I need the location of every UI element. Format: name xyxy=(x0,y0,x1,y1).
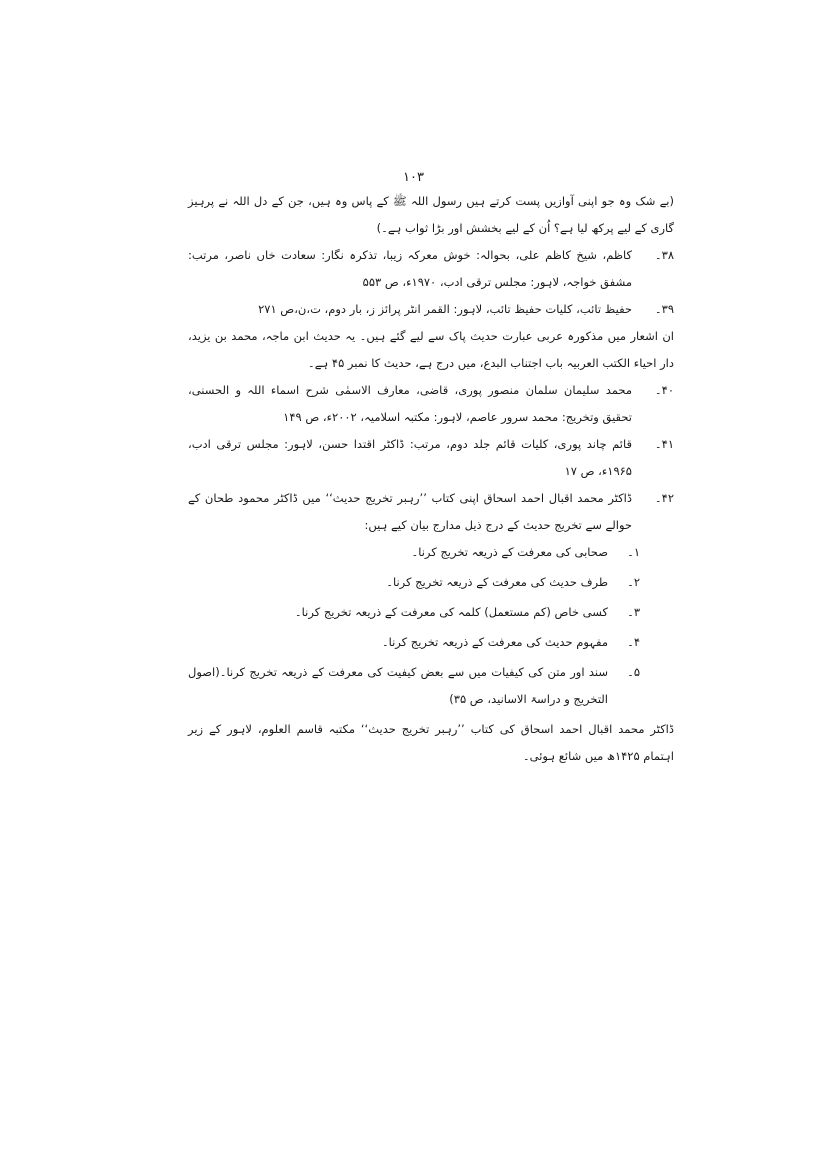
list-item xyxy=(188,569,674,596)
hadith-source-note: ان اشعار میں مذکورہ عربی عبارت حدیث پاک سے لیے گئے ہیں۔ یہ حدیث ابن ماجہ، محمد بن یزید، دار احیاء الکتب العربیہ باب اجتناب البدع، میں درج ہے، حدیث کا نمبر ۴۵ ہے۔ xyxy=(188,329,674,370)
footnote-number: ۳۸۔ xyxy=(654,248,674,262)
list-item-text: طرف حدیث کی معرفت کے ذریعہ تخریج کرنا۔ xyxy=(386,575,608,589)
list-item-number: ۴۔ xyxy=(627,635,640,649)
list-item xyxy=(188,629,674,656)
takhrij-methods-list xyxy=(188,539,674,713)
list-item xyxy=(188,659,674,713)
list-item-number: ۳۔ xyxy=(627,605,640,619)
footnote-text: حفیظ تائب، کلیات حفیظ تائب، لاہور: القمر انٹر پرائز ز، بار دوم، ت،ن،ص ۲۷۱ xyxy=(258,302,632,316)
footnote-text: محمد سلیمان سلمان منصور پوری، قاضی، معارف الاسمٰی شرح اسماء اللہ و الحسنی، تحقیق وتخریج: محمد سرور عاصم، لاہور: مکتبہ اسلامیہ، ۲۰۰۲ء، ص ۱۴۹ xyxy=(188,383,632,424)
footnotes-body xyxy=(188,188,674,770)
quote-translation: (بے شک وہ جو اپنی آوازیں پست کرتے ہیں رسول اللہ ﷺ کے پاس وہ ہیں، جن کے دل اللہ نے پرہیز گاری کے لیے پرکھ لیا ہے؟ اُن کے لیے بخشش اور بڑا ثواب ہے۔) xyxy=(188,194,674,235)
list-item xyxy=(188,539,674,566)
list-item-text: کسی خاص (کم مستعمل) کلمہ کی معرفت کے ذریعہ تخریج کرنا۔ xyxy=(294,605,608,619)
list-item xyxy=(188,599,674,626)
footnote-40 xyxy=(188,377,674,431)
footnote-text: کاظم، شیخ کاظم علی، بحوالہ: خوش معرکہ زیبا، تذکرہ نگار: سعادت خاں ناصر، مرتب: مشفق خواجہ، لاہور: مجلس ترقی ادب، ۱۹۷۰ء، ص ۵۵۳ xyxy=(188,248,632,289)
footnote-38 xyxy=(188,242,674,296)
footnote-text: ڈاکٹر محمد اقبال احمد اسحاق اپنی کتاب ’’رہبر تخریج حدیث‘‘ میں ڈاکٹر محمود طحان کے حوالے سے تخریج حدیث کے درج ذیل مدارج بیان کیے ہیں: xyxy=(188,491,632,532)
list-item-number: ۲۔ xyxy=(627,575,640,589)
footnote-text: قائم چاند پوری، کلیات قائم جلد دوم، مرتب: ڈاکٹر اقتدا حسن، لاہور: مجلس ترقی ادب، ۱۹۶۵ء، ص ۱۷ xyxy=(188,437,632,478)
list-item-text: سند اور متن کی کیفیات میں سے بعض کیفیت کی معرفت کے ذریعہ تخریج کرنا۔(اصول التخریج و دراسۃ الاسانید، ص ۳۵) xyxy=(188,665,608,706)
footnote-42 xyxy=(188,485,674,539)
list-item-number: ۱۔ xyxy=(627,545,640,559)
page-number: ١٠٣ xyxy=(403,170,424,185)
footnote-41 xyxy=(188,431,674,485)
footnote-number: ۴۰۔ xyxy=(654,383,674,397)
list-item-number: ۵۔ xyxy=(627,665,640,679)
footnote-39 xyxy=(188,296,674,323)
book-publication-note: ڈاکٹر محمد اقبال احمد اسحاق کی کتاب ’’رہبر تخریج حدیث‘‘ مکتبہ قاسم العلوم، لاہور کے زیر اہتمام ۱۴۲۵ھ میں شائع ہوئی۔ xyxy=(188,722,674,763)
footnote-number: ۴۱۔ xyxy=(654,437,674,451)
footnote-number: ۴۲۔ xyxy=(654,491,674,505)
footnote-number: ۳۹۔ xyxy=(654,302,674,316)
list-item-text: مفہوم حدیث کی معرفت کے ذریعہ تخریج کرنا۔ xyxy=(381,635,608,649)
list-item-text: صحابی کی معرفت کے ذریعہ تخریج کرنا۔ xyxy=(411,545,608,559)
